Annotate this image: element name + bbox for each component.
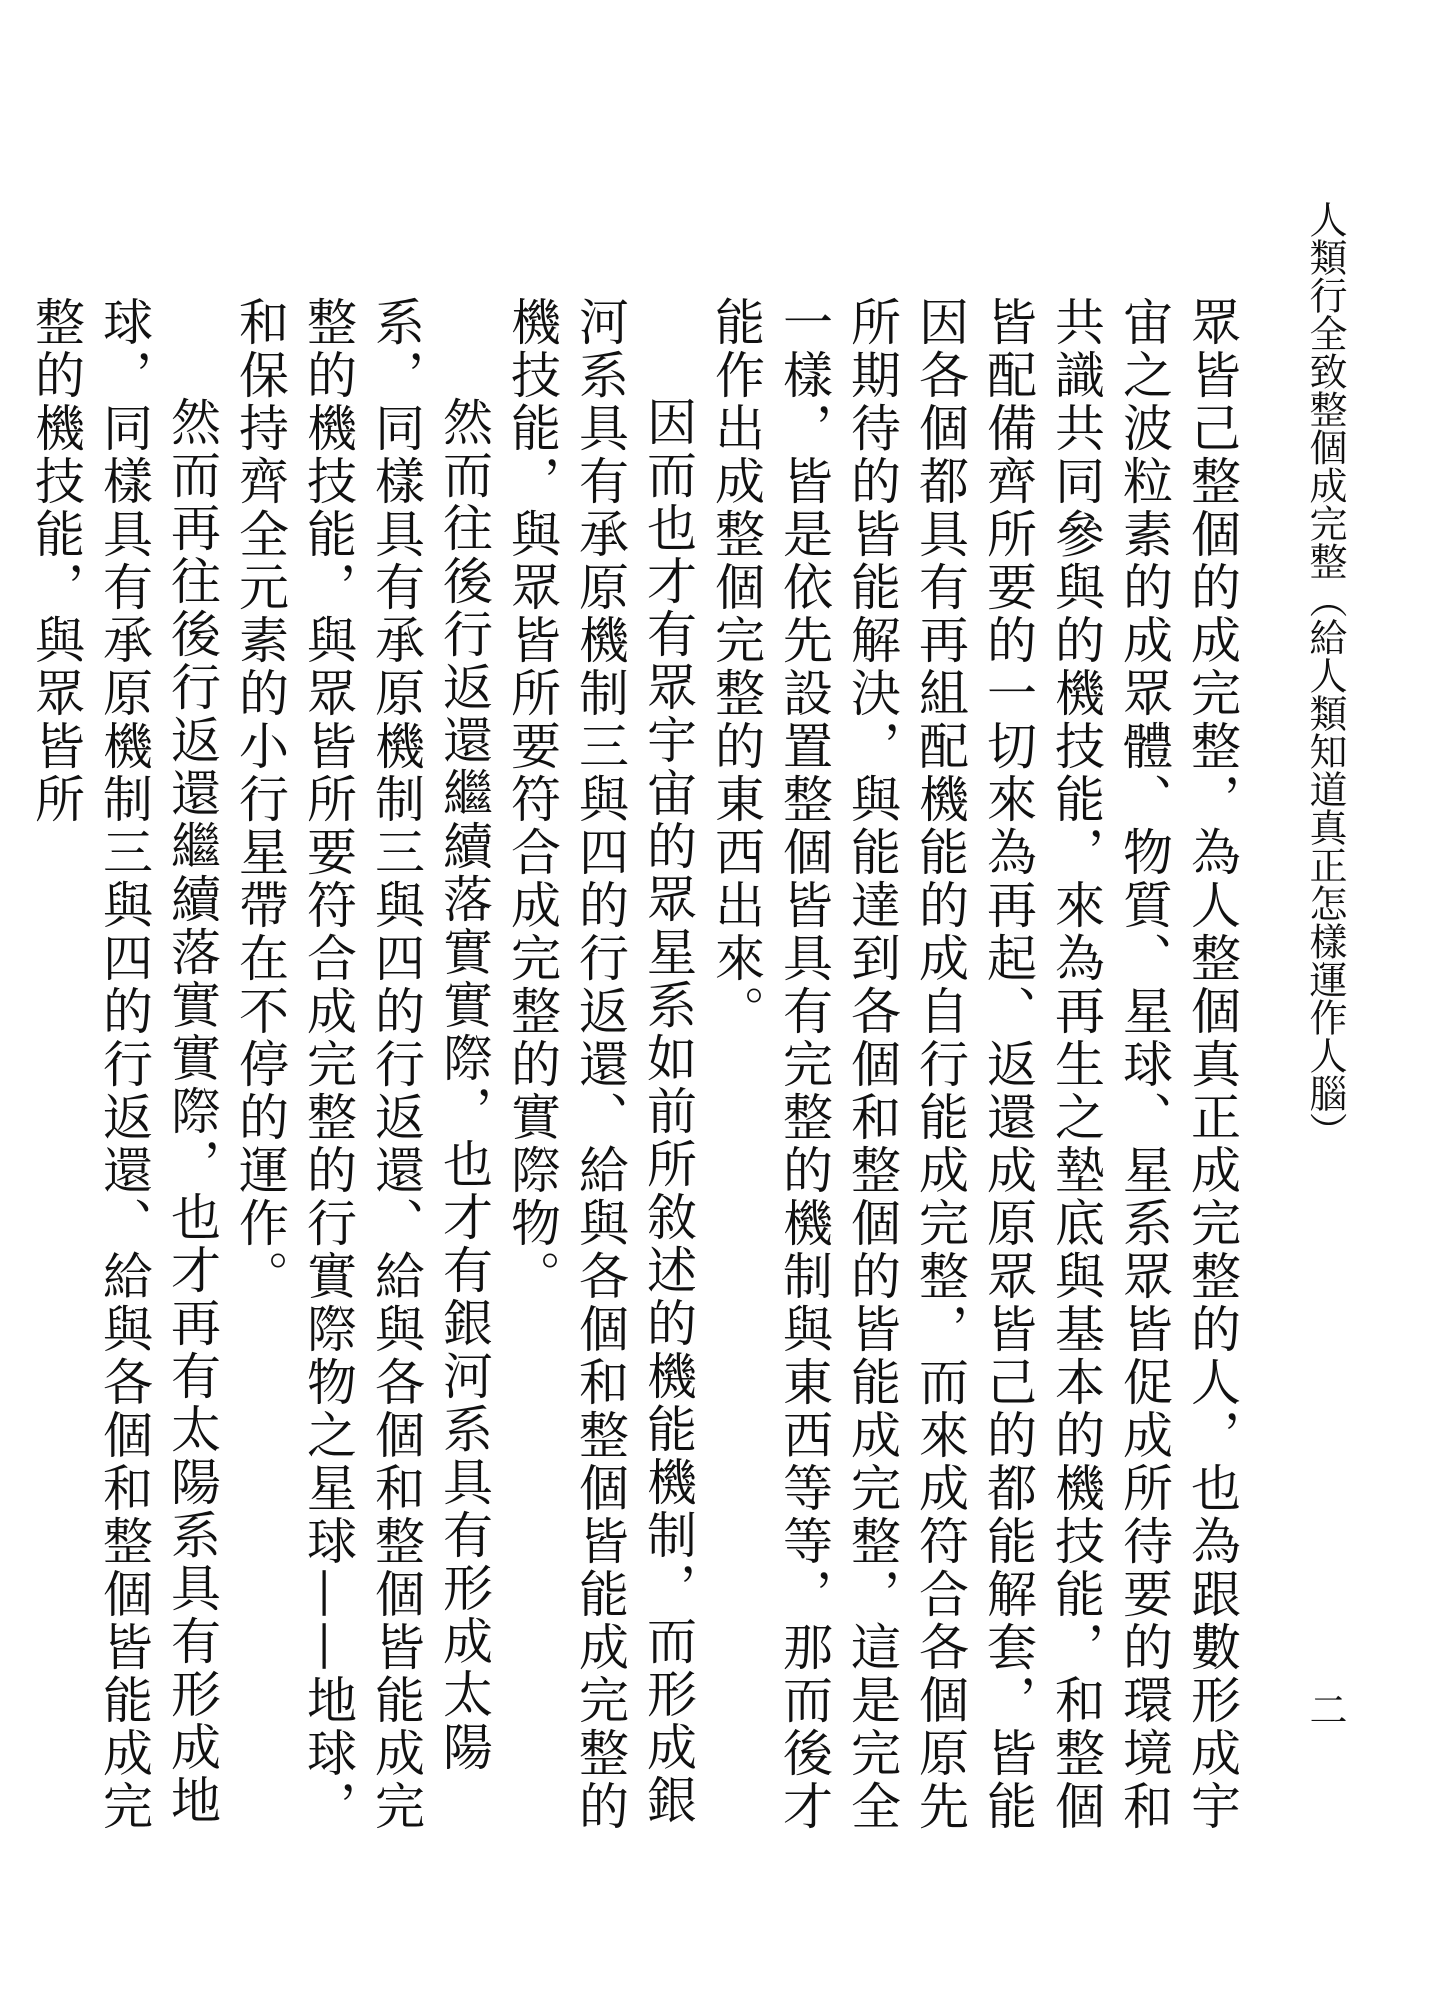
paragraph-3: 然而往後行返還繼續落實實際，也才有銀河系具有形成太陽系，同樣具有承原機制三與四的行返還、給與各個和整個皆能成完整的機技能，與眾皆所要符合成完整的行實際物之星球——地球，和保持齊全元素的小行星帶在不停的運作。 xyxy=(231,296,493,1833)
paragraph-4: 然而再往後行返還繼續落實實際，也才再有太陽系具有形成地球，同樣具有承原機制三與四的行返還、給與各個和整個皆能成完整的機技能，與眾皆所 xyxy=(27,296,221,1833)
paragraph-2: 因而也才有眾宇宙的眾星系如前所敘述的機能機制，而形成銀河系具有承原機制三與四的行返還、給與各個和整個皆能成完整的機技能，與眾皆所要符合成完整的實際物。 xyxy=(503,296,697,1833)
body-text xyxy=(27,296,1246,1856)
running-header-title: 人類行全致整個成完整（給人類知道真正怎樣運作人腦） xyxy=(1303,200,1347,1150)
page-number: 二 xyxy=(1303,1690,1347,1728)
paragraph-1: 眾皆己整個的成完整，為人整個真正成完整的人，也為跟數形成宇宙之波粒素的成眾體、物質、星球、星系眾皆促成所待要的環境和共識共同參與的機技能，來為再生之墊底與基本的機技能，和整個皆配備齊所要的一切來為再起、返還成原眾皆己的都能解套，皆能因各個都具有再組配機能的成自行能成完整，而來成符合各個原先所期待的皆能解決，與能達到各個和整個的皆能成完整，這是完全一樣，皆是依先設置整個皆具有完整的機制與東西等等，那而後才能作出成整個完整的東西出來。 xyxy=(707,296,1241,1833)
